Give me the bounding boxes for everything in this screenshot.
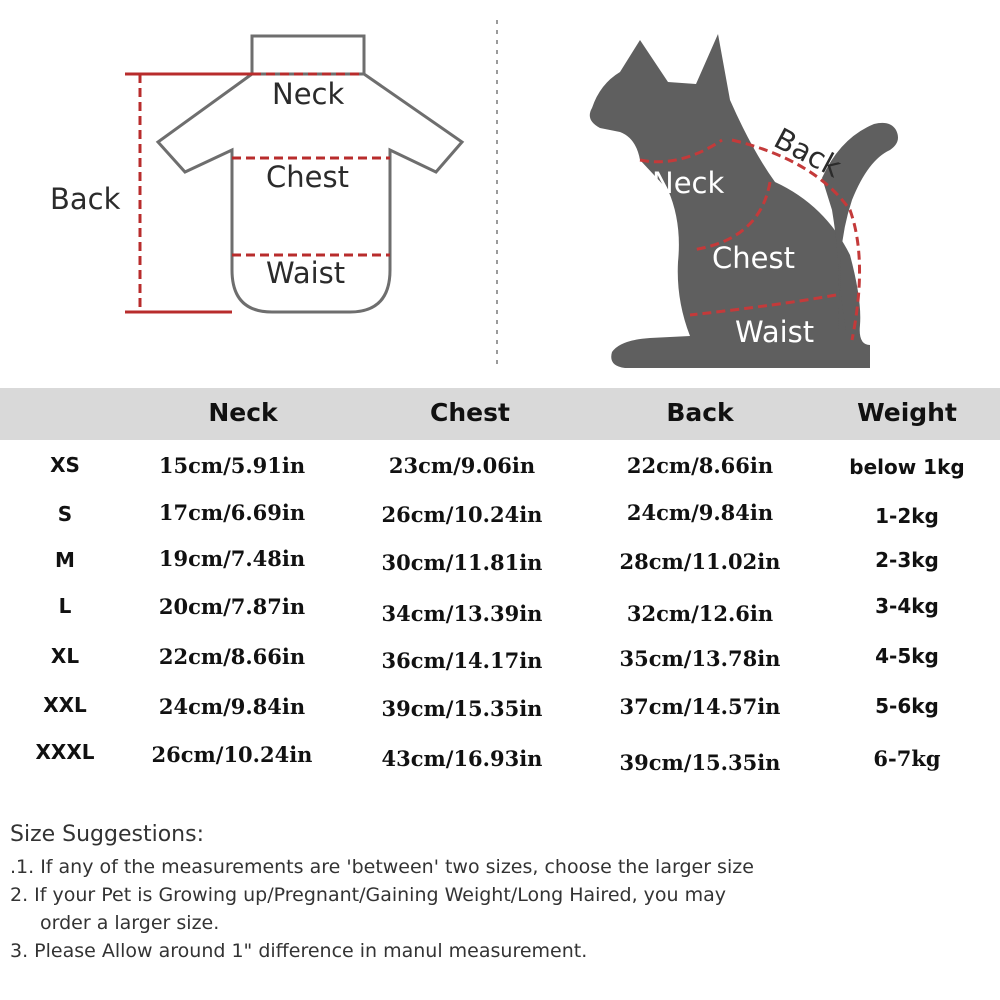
- row-s-chest: 26cm/10.24in: [381, 502, 543, 527]
- header-chest: Chest: [430, 398, 510, 427]
- shirt-chest-label: Chest: [266, 160, 349, 194]
- cat-neck-label: Neck: [652, 166, 725, 200]
- row-xs-chest: 23cm/9.06in: [388, 453, 536, 478]
- row-s-size: S: [57, 502, 73, 526]
- row-m-weight: 2-3kg: [875, 548, 939, 572]
- row-l-size: L: [58, 594, 72, 618]
- row-xl-neck: 22cm/8.66in: [158, 644, 306, 669]
- note-line-2: 2. If your Pet is Growing up/Pregnant/Gaining Weight/Long Haired, you may: [10, 884, 726, 906]
- measurement-diagram: [0, 0, 1000, 385]
- row-xxl-chest: 39cm/15.35in: [381, 696, 543, 721]
- cat-back-label: Back: [768, 121, 847, 185]
- row-xxl-weight: 5-6kg: [875, 694, 939, 718]
- row-l-weight: 3-4kg: [875, 594, 939, 618]
- row-s-weight: 1-2kg: [875, 504, 939, 528]
- row-m-size: M: [55, 548, 75, 572]
- row-s-back: 24cm/9.84in: [626, 500, 774, 525]
- row-l-chest: 34cm/13.39in: [381, 601, 543, 626]
- row-xl-back: 35cm/13.78in: [619, 646, 781, 671]
- row-xxxl-back: 39cm/15.35in: [619, 750, 781, 775]
- row-m-neck: 19cm/7.48in: [158, 546, 306, 571]
- row-xs-size: XS: [50, 453, 80, 477]
- row-xl-chest: 36cm/14.17in: [381, 648, 543, 673]
- row-xs-weight: below 1kg: [849, 455, 965, 479]
- row-xxxl-size: XXXL: [35, 740, 95, 764]
- shirt-back-label: Back: [50, 182, 121, 216]
- row-l-neck: 20cm/7.87in: [158, 594, 306, 619]
- cat-chest-label: Chest: [712, 241, 795, 275]
- note-line-2-cont: order a larger size.: [40, 912, 220, 934]
- shirt-neck-label: Neck: [272, 77, 345, 111]
- header-neck: Neck: [208, 398, 278, 427]
- header-weight: Weight: [857, 398, 957, 427]
- row-xxl-back: 37cm/14.57in: [619, 694, 781, 719]
- row-xs-neck: 15cm/5.91in: [158, 453, 306, 478]
- row-s-neck: 17cm/6.69in: [158, 500, 306, 525]
- row-xxl-neck: 24cm/9.84in: [158, 694, 306, 719]
- note-line-3: 3. Please Allow around 1" difference in manul measurement.: [10, 940, 588, 962]
- row-xxxl-weight: 6-7kg: [873, 746, 941, 771]
- row-m-chest: 30cm/11.81in: [381, 550, 543, 575]
- notes-title: Size Suggestions:: [10, 822, 205, 847]
- row-xs-back: 22cm/8.66in: [626, 453, 774, 478]
- row-xxxl-chest: 43cm/16.93in: [381, 746, 543, 771]
- cat-waist-label: Waist: [735, 315, 815, 349]
- shirt-waist-label: Waist: [266, 256, 346, 290]
- row-l-back: 32cm/12.6in: [626, 601, 774, 626]
- row-xl-weight: 4-5kg: [875, 644, 939, 668]
- row-xxxl-neck: 26cm/10.24in: [151, 742, 313, 767]
- note-line-1: .1. If any of the measurements are 'between' two sizes, choose the larger size: [10, 856, 754, 878]
- row-m-back: 28cm/11.02in: [619, 549, 781, 574]
- size-suggestions: [10, 822, 800, 965]
- header-back: Back: [666, 398, 734, 427]
- row-xl-size: XL: [50, 644, 80, 668]
- row-xxl-size: XXL: [43, 693, 87, 717]
